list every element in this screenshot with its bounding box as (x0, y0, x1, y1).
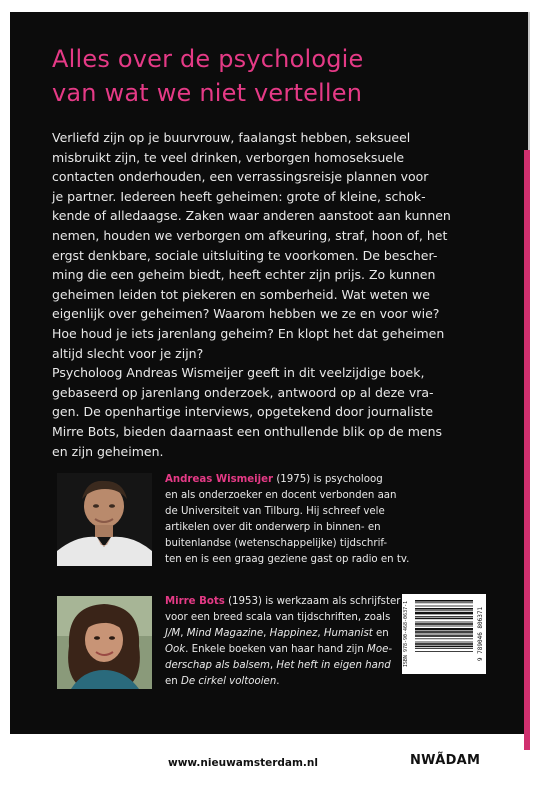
blurb-line: ming die een geheim biedt, heeft echter zijn prijs. Zo kunnen (52, 267, 436, 283)
author-bio-andreas (165, 472, 410, 567)
barcode-bar (415, 616, 473, 617)
author-bio-mirre (165, 594, 401, 689)
barcode-bar (415, 608, 473, 610)
bio-line (165, 642, 393, 658)
blurb-line: ergst denkbare, sociale uitsluiting te voorkomen. De bescher- (52, 247, 438, 263)
blurb-line: Hoe houd je iets jarenlang geheim? En klopt het dat geheimen (52, 325, 445, 341)
book-title: Het heft in eigen hand (276, 659, 391, 671)
barcode (402, 594, 486, 674)
bio-text: . (276, 675, 280, 687)
bio-line (165, 472, 390, 488)
cover-title (52, 42, 512, 110)
barcode-bar (415, 602, 473, 603)
blurb-line: contacten onderhouden, een verrassingsreisje plannen voor (52, 169, 429, 185)
barcode-bar (415, 631, 473, 633)
barcode-bar (415, 623, 473, 625)
bio-line: en als onderzoeker en docent verbonden aan (165, 489, 397, 501)
barcode-bar (415, 612, 473, 614)
bio-text: (1953) is werkzaam als schrijfster (224, 596, 401, 607)
barcode-bar (415, 651, 473, 652)
bio-line (165, 594, 401, 610)
blurb-line: Mirre Bots, bieden daarnaast een onthullende blik op de mens (52, 423, 443, 439)
barcode-bar (415, 628, 473, 630)
bio-text: (1975) is psycholoog (273, 474, 383, 485)
barcode-bar (415, 634, 473, 635)
bio-line (165, 626, 390, 642)
author-name: Andreas Wismeijer (165, 474, 274, 485)
bio-text: . Enkele boeken van haar hand zijn (185, 643, 368, 655)
magazine-title: Humanist (323, 627, 373, 639)
barcode-bar (415, 618, 473, 620)
blurb-line: gen. De openhartige interviews, opgetekend door journaliste (52, 404, 434, 420)
barcode-bar (415, 626, 473, 627)
magazine-title: J/M (165, 627, 181, 639)
blurb-line: geheimen leiden tot piekeren en somberheid. Wat weten we (52, 286, 430, 302)
bio-line: voor een breed scala van tijdschriften, zoals (165, 611, 391, 623)
bio-line: ten en is een graag geziene gast op radio en tv. (165, 553, 410, 565)
bio-text: , (317, 627, 324, 639)
blurb-line: Verliefd zijn op je buurvrouw, faalangst hebben, seksueel (52, 130, 411, 145)
blurb-line: altijd slecht voor je zijn? (52, 345, 204, 361)
bio-text: , (263, 627, 270, 639)
blurb (52, 128, 502, 461)
barcode-bar (415, 638, 473, 639)
bio-text: en (372, 627, 389, 639)
barcode-digits: 9 789046 806371 (477, 606, 484, 662)
barcode-bar (415, 622, 473, 623)
barcode-bars (415, 600, 473, 652)
author-photo-mirre (57, 596, 152, 689)
publisher-logo: NWÃDAM (410, 753, 481, 768)
barcode-bar (415, 606, 473, 607)
blurb-line: eigenlijk over geheimen? Waarom hebben we ze en voor wie? (52, 306, 440, 322)
barcode-bar (415, 635, 473, 637)
barcode-bar (415, 600, 473, 602)
book-title: De cirkel voltooien (180, 675, 277, 687)
bio-line: de Universiteit van Tilburg. Hij schreef vele (165, 505, 385, 517)
author-name: Mirre Bots (165, 596, 225, 607)
bio-line: artikelen over dit onderwerp in binnen- en (165, 521, 381, 533)
barcode-bar (415, 642, 473, 643)
book-title: derschap als balsem (165, 659, 270, 671)
bio-text: , (269, 659, 277, 671)
blurb-line: nemen, houden we verborgen om afkeuring, straf, hoon of, het (52, 227, 448, 243)
blurb-line: je partner. Iedereen heeft geheimen: grote of kleine, schok- (52, 188, 426, 204)
bio-line: buitenlandse (wetenschappelijke) tijdschrif- (165, 537, 388, 549)
barcode-bar (415, 646, 473, 648)
barcode-bar (415, 648, 473, 649)
blurb-line: en zijn geheimen. (52, 443, 164, 459)
magazine-title: Ook (165, 643, 186, 655)
barcode-bar (415, 643, 473, 645)
author-photo-andreas (57, 473, 152, 566)
publisher-url[interactable]: www.nieuwamsterdam.nl (168, 757, 318, 769)
bio-line (165, 658, 390, 674)
spine-edge (524, 150, 530, 750)
isbn-label: ISBN 978-90-468-0637-1 (403, 600, 409, 668)
magazine-title: Happinez (269, 627, 318, 639)
blurb-line: misbruikt zijn, te veel drinken, verborgen homoseksuele (52, 149, 405, 165)
title-line: Alles over de psychologie (52, 45, 364, 73)
magazine-title: Mind Magazine (186, 627, 264, 639)
blurb-line: Psycholoog Andreas Wismeijer geeft in dit veelzijdige boek, (52, 365, 425, 381)
title-line: van wat we niet vertellen (52, 79, 363, 107)
bio-line (165, 674, 390, 690)
barcode-bar (415, 610, 473, 611)
blurb-line: gebaseerd op jarenlang onderzoek, antwoord op al deze vra- (52, 384, 434, 400)
bio-text: , (180, 627, 187, 639)
book-title: Moe- (367, 643, 393, 655)
bio-text: en (165, 675, 181, 687)
blurb-line: kende of alledaagse. Zaken waar anderen aanstoot aan kunnen (52, 208, 451, 224)
